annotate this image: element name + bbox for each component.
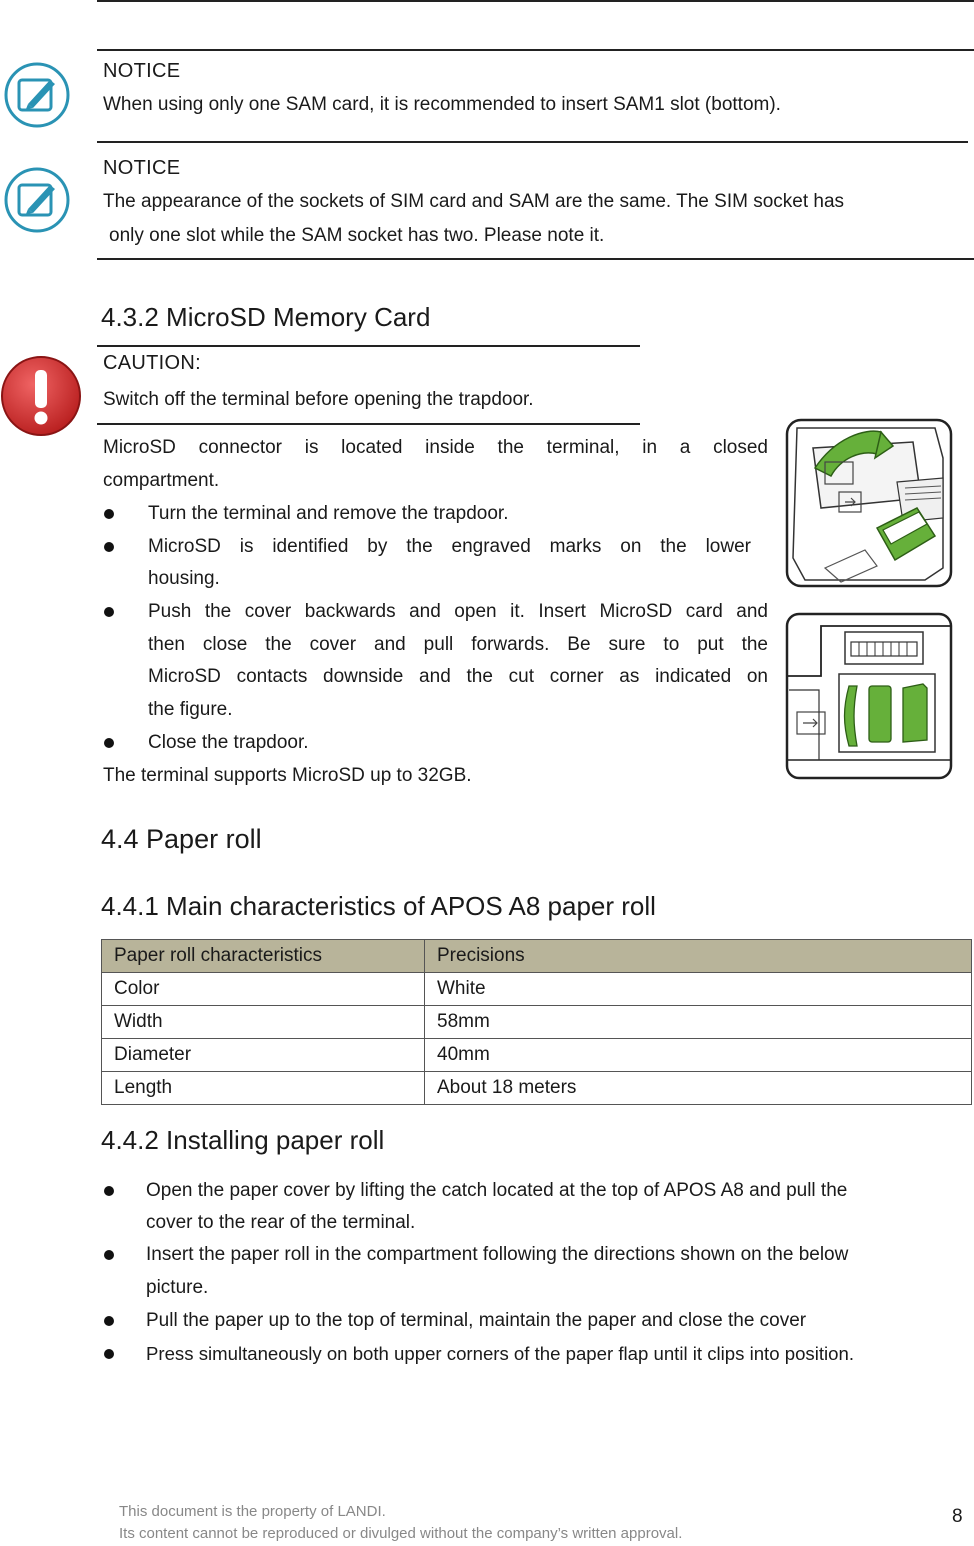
- section-4-4-2-heading: 4.4.2 Installing paper roll: [101, 1125, 385, 1155]
- notice-pencil-icon: [4, 62, 70, 128]
- caution-text: Switch off the terminal before opening the trapdoor.: [103, 389, 534, 410]
- paper-step-2-line-2: picture.: [146, 1277, 209, 1298]
- microsd-step-4: Close the trapdoor.: [148, 732, 309, 753]
- footer-property-line: This document is the property of LANDI.: [119, 1503, 386, 1520]
- microsd-capacity-note: The terminal supports MicroSD up to 32GB.: [103, 765, 472, 786]
- caution-bottom-rule: [97, 423, 640, 425]
- table-header-row: [102, 940, 972, 973]
- microsd-step-2-line-2: housing.: [148, 568, 220, 589]
- microsd-trapdoor-illustration: [785, 418, 953, 588]
- notice-1-label: NOTICE: [103, 60, 181, 82]
- notice-2-text-line-1: The appearance of the sockets of SIM card and SAM are the same. The SIM socket has: [103, 191, 845, 212]
- notice-1-bottom-rule: [97, 141, 968, 143]
- table-cell: Diameter: [102, 1039, 425, 1072]
- page-number: 8: [952, 1506, 963, 1527]
- paper-step-2-line-1: Insert the paper roll in the compartment following the directions shown on the below: [146, 1244, 849, 1265]
- table-cell: About 18 meters: [425, 1072, 972, 1105]
- notice-1-top-rule: [97, 49, 974, 51]
- caution-exclamation-icon: [0, 354, 82, 438]
- microsd-step-3-line-1: Push the cover backwards and open it. Insert MicroSD card and: [148, 601, 768, 622]
- paper-step-4: Press simultaneously on both upper corners of the paper flap until it clips into position.: [146, 1343, 854, 1364]
- bullet-icon: [104, 1186, 114, 1196]
- paper-step-1-line-2: cover to the rear of the terminal.: [146, 1212, 416, 1233]
- notice-2-text-line-2: only one slot while the SAM socket has two. Please note it.: [109, 225, 605, 246]
- table-row: [102, 1039, 972, 1072]
- footer-copyright-line: Its content cannot be reproduced or divulged without the company’s written approval.: [119, 1525, 683, 1542]
- microsd-step-1: Turn the terminal and remove the trapdoor.: [148, 503, 509, 524]
- top-rule: [97, 0, 974, 2]
- table-header-cell: Precisions: [425, 940, 972, 973]
- section-4-3-2-heading: 4.3.2 MicroSD Memory Card: [101, 302, 431, 332]
- bullet-icon: [104, 738, 114, 748]
- caution-top-rule: [97, 345, 640, 347]
- bullet-icon: [104, 1349, 114, 1359]
- paper-roll-spec-table: [101, 939, 972, 1105]
- caution-label: CAUTION:: [103, 352, 201, 374]
- microsd-step-3-line-2: then close the cover and pull forwards. Be sure to put the: [148, 634, 768, 655]
- section-4-4-heading: 4.4 Paper roll: [101, 824, 262, 854]
- table-row: [102, 1072, 972, 1105]
- microsd-step-3-line-4: the figure.: [148, 699, 233, 720]
- table-row: [102, 973, 972, 1006]
- table-row: [102, 1006, 972, 1039]
- microsd-intro-line-2: compartment.: [103, 470, 220, 491]
- notice-2-bottom-rule: [97, 258, 974, 260]
- bullet-icon: [104, 1316, 114, 1326]
- table-cell: Color: [102, 973, 425, 1006]
- notice-1-text: When using only one SAM card, it is recommended to insert SAM1 slot (bottom).: [103, 94, 781, 115]
- bullet-icon: [104, 1250, 114, 1260]
- table-cell: 58mm: [425, 1006, 972, 1039]
- table-cell: Width: [102, 1006, 425, 1039]
- microsd-step-2-line-1: MicroSD is identified by the engraved marks on the lower: [148, 536, 751, 557]
- bullet-icon: [104, 542, 114, 552]
- bullet-icon: [104, 607, 114, 617]
- notice-2-label: NOTICE: [103, 157, 181, 179]
- paper-step-3: Pull the paper up to the top of terminal, maintain the paper and close the cover: [146, 1310, 807, 1331]
- section-4-4-1-heading: 4.4.1 Main characteristics of APOS A8 paper roll: [101, 891, 656, 921]
- microsd-step-3-line-3: MicroSD contacts downside and the cut corner as indicated on: [148, 666, 768, 687]
- paper-step-1-line-1: Open the paper cover by lifting the catch located at the top of APOS A8 and pull the: [146, 1180, 848, 1201]
- table-cell: 40mm: [425, 1039, 972, 1072]
- table-cell: White: [425, 973, 972, 1006]
- microsd-intro-line-1: MicroSD connector is located inside the terminal, in a closed: [103, 437, 768, 458]
- microsd-slot-illustration: [785, 612, 953, 780]
- bullet-icon: [104, 509, 114, 519]
- table-cell: Length: [102, 1072, 425, 1105]
- table-header-cell: Paper roll characteristics: [102, 940, 425, 973]
- notice-pencil-icon: [4, 167, 70, 233]
